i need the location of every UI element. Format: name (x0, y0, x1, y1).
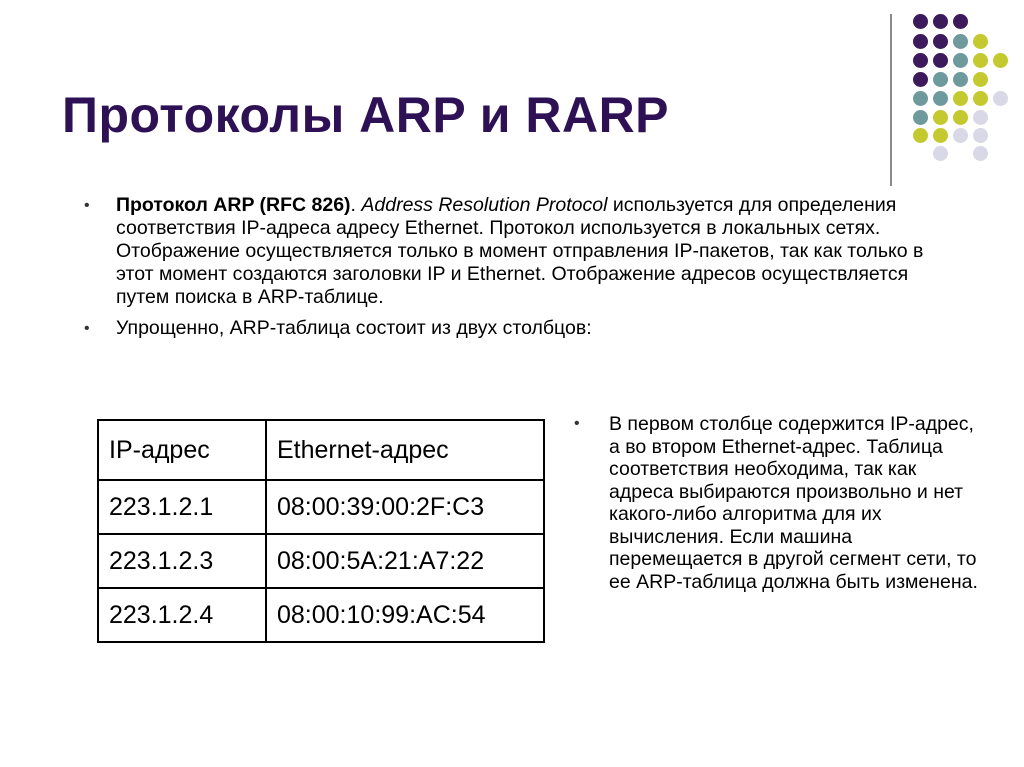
side-note-text: В первом столбце содержится IP-адрес, а во втором Ethernet-адрес. Таблица соответствия необходима, так как адреса выбираются произвольно и нет какого-либо алгоритма для их вычисления. Если машина перемещается в другой сегмент сети, то ее ARP-таблица должна быть изменена. (609, 413, 978, 593)
table-cell-ethernet: 08:00:39:00:2F:C3 (266, 480, 544, 534)
bullet-italic-term: Address Resolution Protocol (361, 194, 608, 216)
decorative-dot (913, 34, 928, 49)
decorative-dot (933, 53, 948, 68)
decorative-dot (913, 14, 928, 29)
decorative-vertical-line (890, 14, 892, 186)
table-cell-ip: 223.1.2.4 (98, 588, 266, 642)
decorative-dot (973, 110, 988, 125)
decorative-dot (933, 110, 948, 125)
decorative-dot (933, 34, 948, 49)
decorative-dot (933, 91, 948, 106)
slide-title: Протоколы ARP и RARP (62, 87, 670, 143)
arp-table-header-ethernet: Ethernet-адрес (266, 420, 544, 480)
decorative-dot (953, 128, 968, 143)
decorative-dot (953, 14, 968, 29)
decorative-dot (933, 146, 948, 161)
table-cell-ip: 223.1.2.3 (98, 534, 266, 588)
table-cell-ethernet: 08:00:10:99:AC:54 (266, 588, 544, 642)
bullet-icon: • (574, 415, 580, 432)
decorative-dot (933, 72, 948, 87)
decorative-dot (953, 91, 968, 106)
table-row (98, 534, 544, 588)
bullet-bold-lead: Протокол ARP (RFC 826) (116, 194, 351, 216)
decorative-dot (953, 72, 968, 87)
decorative-dot (973, 53, 988, 68)
bullet-icon: • (84, 197, 90, 214)
decorative-dot (933, 128, 948, 143)
bullet-separator: . (350, 194, 362, 216)
arp-table-header-ip: IP-адрес (98, 420, 266, 480)
table-cell-ethernet: 08:00:5A:21:A7:22 (266, 534, 544, 588)
side-note-list (574, 413, 984, 593)
side-note-item (574, 413, 984, 593)
decorative-dot (913, 72, 928, 87)
decorative-dot (973, 128, 988, 143)
table-cell-ip: 223.1.2.1 (98, 480, 266, 534)
table-row (98, 588, 544, 642)
decorative-dot (993, 53, 1008, 68)
arp-table (97, 419, 545, 643)
bullet-arp-table-intro (80, 317, 960, 340)
decorative-dot (973, 146, 988, 161)
decorative-dot (953, 110, 968, 125)
bullet-text: Упрощенно, ARP-таблица состоит из двух столбцов: (116, 317, 592, 339)
decorative-dot (933, 14, 948, 29)
decorative-dot (973, 91, 988, 106)
decorative-dot (913, 53, 928, 68)
decorative-dot (953, 34, 968, 49)
decorative-dot (913, 128, 928, 143)
bullet-body-text: используется для определения соответствия IP-адреса адресу Ethernet. Протокол используется в локальных сетях. Отображение осуществляется только в момент отправления IP-пакетов, так как только в этот момент создаются заголовки IP и Ethernet. Отображение адресов осуществляется путем поиска в ARP-таблице. (116, 194, 924, 308)
bullet-arp-description (80, 194, 960, 309)
bullet-icon: • (84, 320, 90, 337)
decorative-dot (913, 110, 928, 125)
decorative-dot (973, 72, 988, 87)
table-row (98, 480, 544, 534)
main-bullet-list (80, 194, 960, 348)
decorative-dot (993, 91, 1008, 106)
decorative-dot (973, 34, 988, 49)
decorative-dot (953, 53, 968, 68)
arp-table-header-row (98, 420, 544, 480)
decorative-dot (913, 91, 928, 106)
